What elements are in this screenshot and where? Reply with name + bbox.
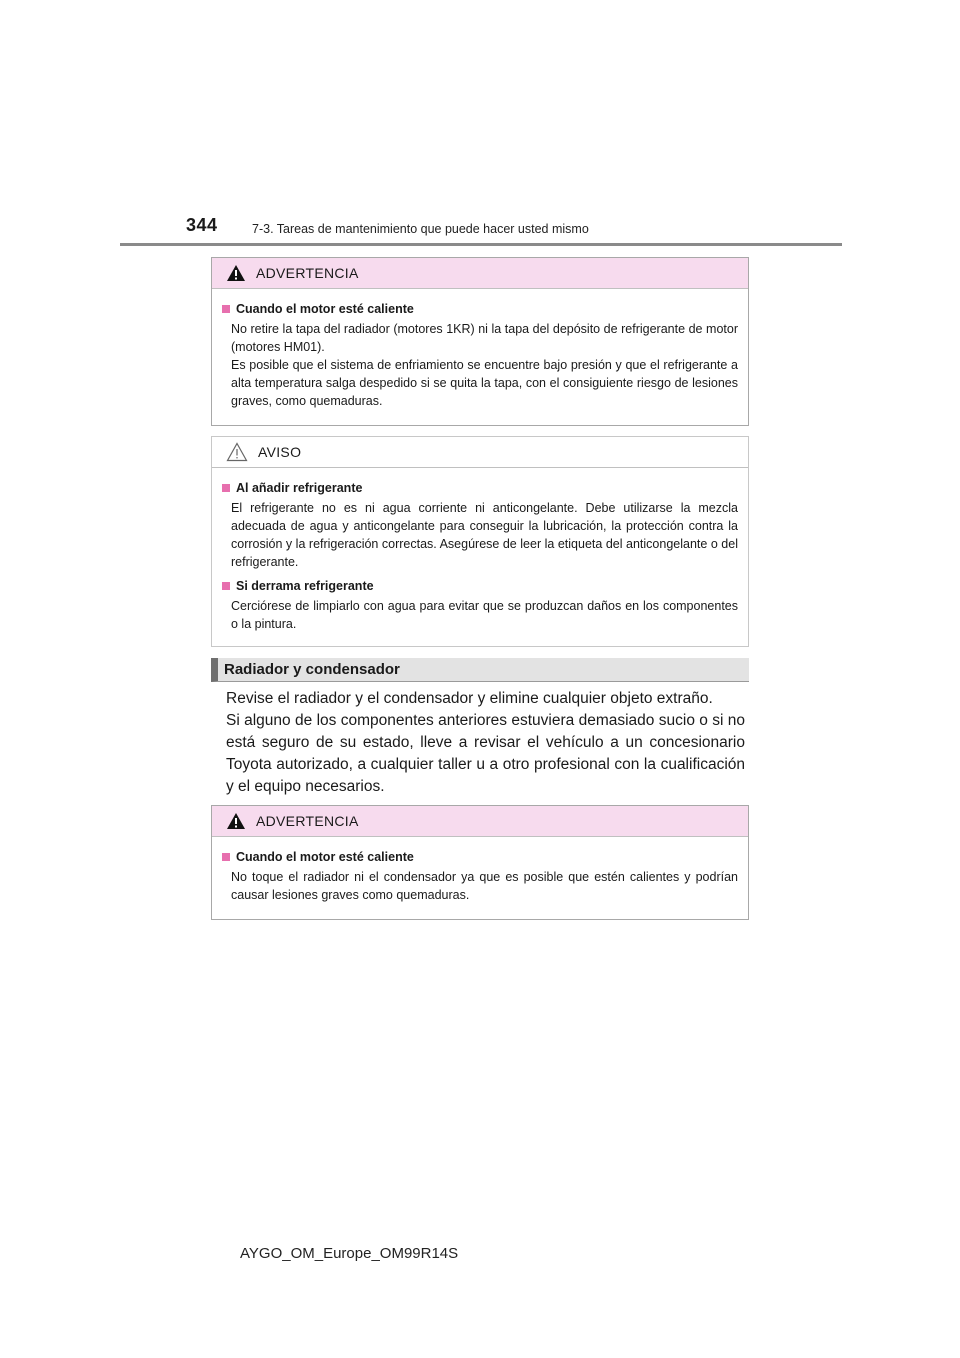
warning-box-2 — [211, 805, 749, 920]
item-text — [222, 499, 738, 571]
warning-triangle-filled-icon — [226, 264, 246, 282]
section-header: 7-3. Tareas de mantenimiento que puede hacer usted mismo — [252, 222, 589, 236]
square-bullet-icon — [222, 853, 230, 861]
square-bullet-icon — [222, 484, 230, 492]
item-text — [222, 320, 738, 410]
warning-box-body — [212, 837, 748, 920]
warning-title: ADVERTENCIA — [256, 265, 359, 281]
warning-box-header — [212, 806, 748, 837]
warning-box-1 — [211, 257, 749, 426]
warning-box-body — [212, 289, 748, 426]
item-heading-text: Cuando el motor esté caliente — [236, 302, 414, 316]
item-paragraph: El refrigerante no es ni agua corriente ni anticongelante. Debe utilizarse la mezcla adecuada de agua y anticongelante para conseguir la lubricación, la protección contra la corrosión y la refrigeración correctas. Asegúrese de leer la etiqueta del anticongelante o del refrigerante. — [231, 501, 738, 569]
item-text — [222, 597, 738, 633]
warning-triangle-outline-icon — [226, 442, 248, 462]
item-paragraph: No retire la tapa del radiador (motores 1KR) ni la tapa del depósito de refrigerante de motor (motores HM01). — [231, 322, 738, 354]
item-paragraph: Es posible que el sistema de enfriamiento se encuentre bajo presión y que el refrigerante a alta temperatura salga despedido si se quita la tapa, con el consiguiente riesgo de lesiones graves, como quemaduras. — [231, 358, 738, 408]
header-rule — [120, 243, 842, 246]
item-paragraph: No toque el radiador ni el condensador ya que es posible que estén calientes y podrían causar lesiones graves como quemaduras. — [231, 870, 738, 902]
body-paragraph: Revise el radiador y el condensador y elimine cualquier objeto extraño. — [226, 690, 713, 707]
caution-box — [211, 436, 749, 647]
item-heading-text: Al añadir refrigerante — [236, 481, 363, 495]
item-heading — [222, 848, 738, 866]
caution-box-body — [212, 468, 748, 649]
square-bullet-icon — [222, 582, 230, 590]
item-heading — [222, 479, 738, 497]
warning-title: ADVERTENCIA — [256, 813, 359, 829]
item-heading-text: Si derrama refrigerante — [236, 579, 374, 593]
caution-box-header — [212, 437, 748, 468]
document-code: AYGO_OM_Europe_OM99R14S — [240, 1245, 459, 1262]
item-heading-text: Cuando el motor esté caliente — [236, 850, 414, 864]
section-subheading: Radiador y condensador — [211, 658, 749, 682]
section-body — [226, 688, 745, 798]
warning-box-header — [212, 258, 748, 289]
item-paragraph: Cerciórese de limpiarlo con agua para evitar que se produzcan daños en los componentes o la pintura. — [231, 599, 738, 631]
page-number: 344 — [186, 215, 218, 235]
body-paragraph: Si alguno de los componentes anteriores estuviera demasiado sucio o si no está seguro de su estado, lleve a revisar el vehículo a un concesionario Toyota autorizado, a cualquier taller u a otro profesional con la cualificación y el equipo necesarios. — [226, 712, 745, 795]
item-heading — [222, 300, 738, 318]
square-bullet-icon — [222, 305, 230, 313]
caution-title: AVISO — [258, 444, 302, 460]
warning-triangle-filled-icon — [226, 812, 246, 830]
item-heading — [222, 577, 738, 595]
item-text — [222, 868, 738, 904]
